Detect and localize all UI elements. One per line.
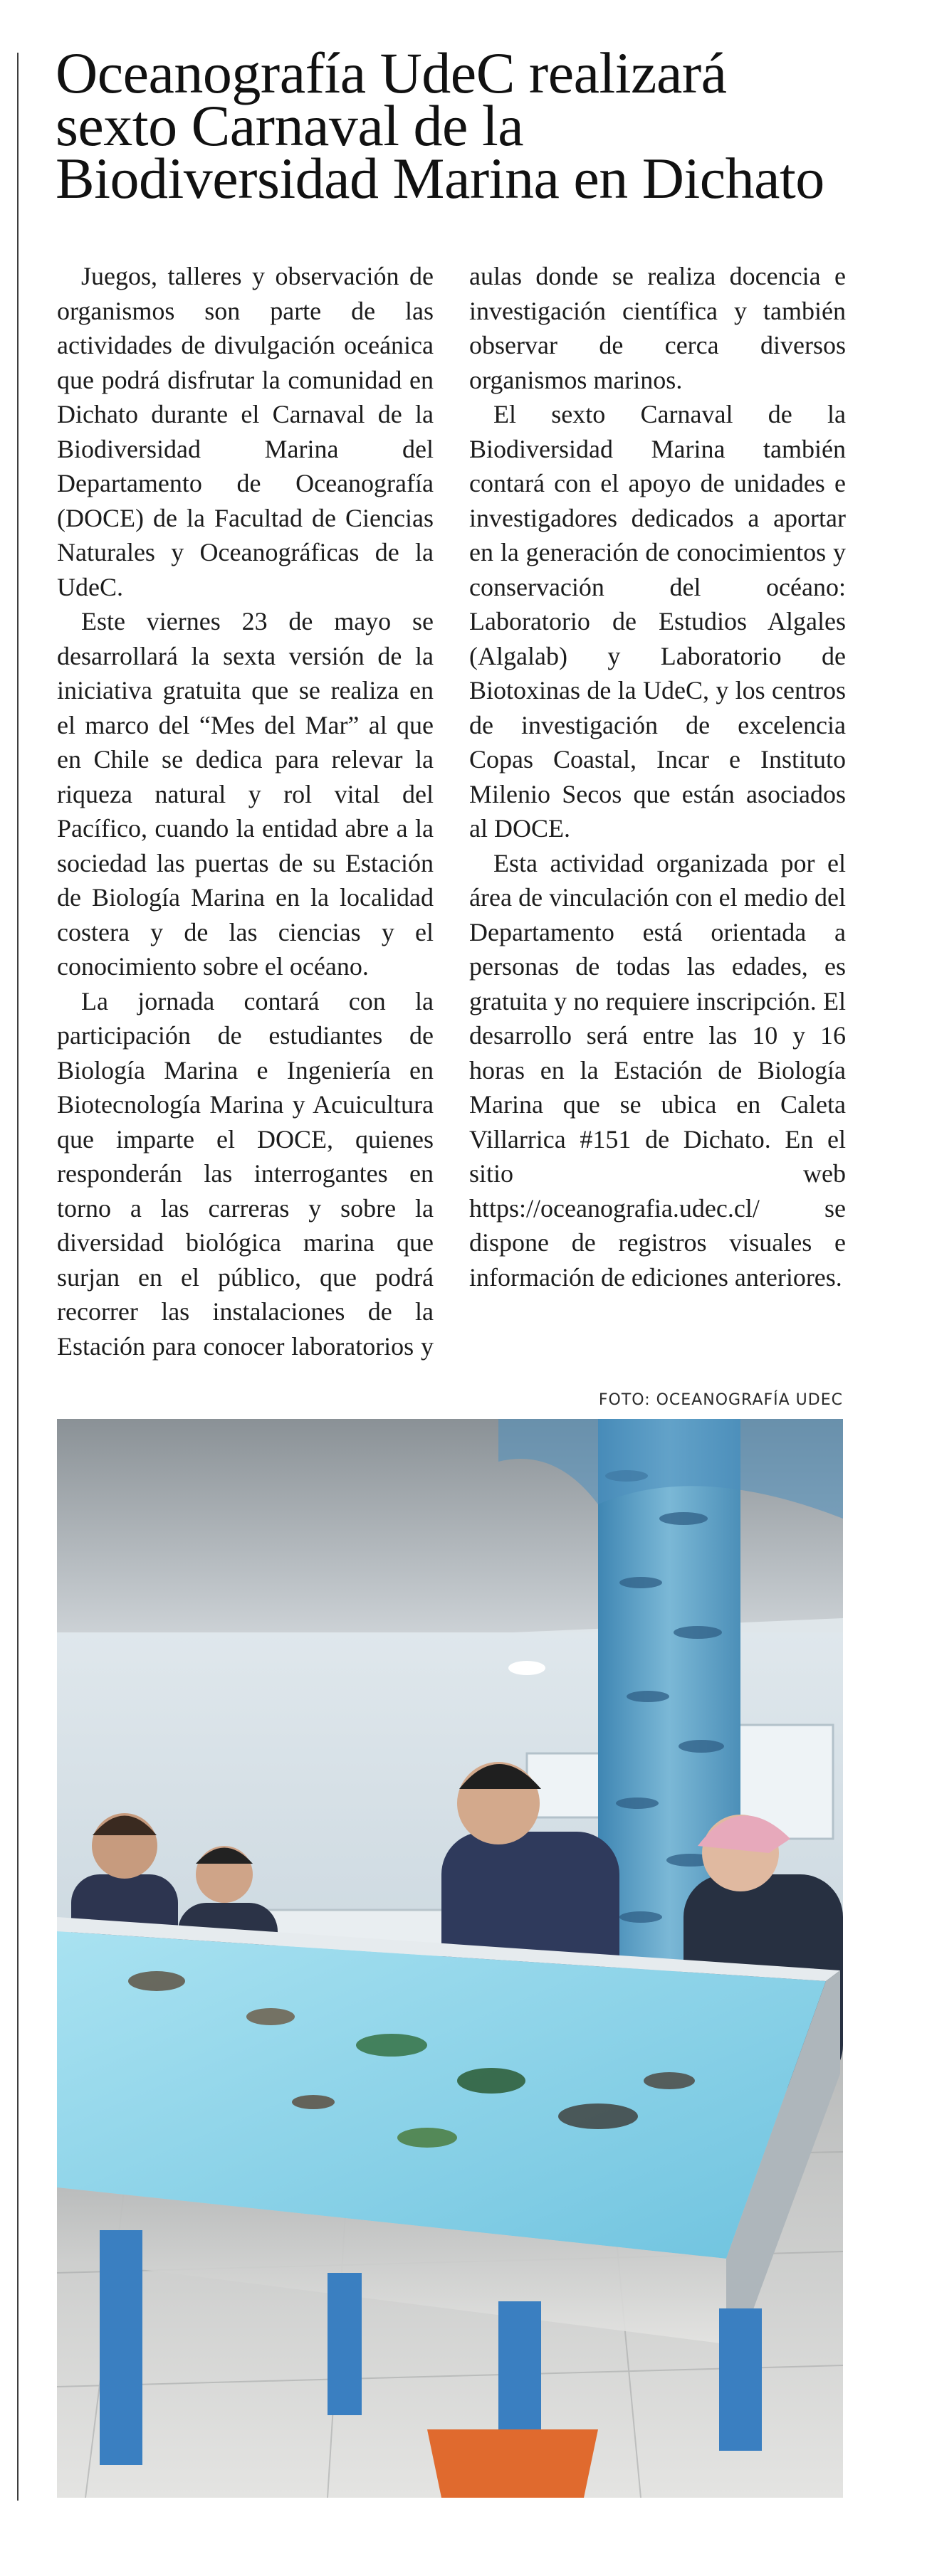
column-rule: [17, 53, 19, 2501]
paragraph-2: Este viernes 23 de mayo se desarrollará la sexta versión de la iniciativa gratuita que se realiza en el marco del “Mes del Mar” al que en Chile se dedica para relevar la riqueza natural y rol vital del Pacífico, cuando la entidad abre a la sociedad las puertas de su Estación de Biología Marina en la localidad costera y de las ciencias y el conocimiento sobre el océano.: [57, 607, 434, 981]
ceiling-light: [508, 1661, 545, 1675]
paragraph-4: El sexto Carnaval de la Biodiversidad Marina también contará con el apoyo de unidades e investigadores dedicados a aportar en la generación de conocimientos y conservación del océano: Laboratorio de Estudios Algales (Algalab) y Laboratorio de Biotoxinas de la UdeC, y los centros de investigación de excelencia Copas Coastal, Incar e Instituto Milenio Secos que están asociados al DOCE.: [469, 400, 846, 843]
headline-line-3: Biodiversidad Marina en Dichato: [56, 146, 824, 211]
headline-line-1: Oceanografía UdeC realizará: [56, 41, 727, 105]
headline-line-2: sexto Carnaval de la: [56, 93, 524, 158]
photo-credit: FOTO: OCEANOGRAFÍA UDEC: [598, 1391, 843, 1409]
orange-basin: [427, 2429, 598, 2498]
headline: [56, 41, 881, 211]
aquarium-photo-illustration: [57, 1419, 843, 2498]
article-body: [57, 259, 846, 1383]
paragraph-3: La jornada contará con la participación de estudiantes de Biología Marina e Ingeniería en Biotecnología Marina y Acuicultura que imparte el DOCE, quienes responderán las interrogantes en torno a las carreras y sobre la diversidad biológica marina que surjan en el público, que podrá recorrer las instalaciones de la Estación para conocer laboratorios y aulas donde se realiza docencia e investigación científica y también observar de cerca diversos organismos marinos.: [57, 262, 846, 1361]
paragraph-1: Juegos, talleres y observación de organismos son parte de las actividades de divulgación oceánica que podrá disfrutar la comunidad en Dichato durante el Carnaval de la Biodiversidad Marina del Departamento de Oceanografía (DOCE) de la Facultad de Ciencias Naturales y Oceanográficas de la UdeC.: [57, 262, 434, 601]
paragraph-5: Esta actividad organizada por el área de vinculación con el medio del Departamento está orientada a personas de todas las edades, es gratuita y no requiere inscripción. El desarrollo será entre las 10 y 16 horas en la Estación de Biología Marina que se ubica en Caleta Villarrica #151 de Dichato. En el sitio web https://oceanografia.udec.cl/ se dispone de registros visuales e información de ediciones anteriores.: [469, 848, 846, 1292]
article-photo: [57, 1419, 843, 2498]
